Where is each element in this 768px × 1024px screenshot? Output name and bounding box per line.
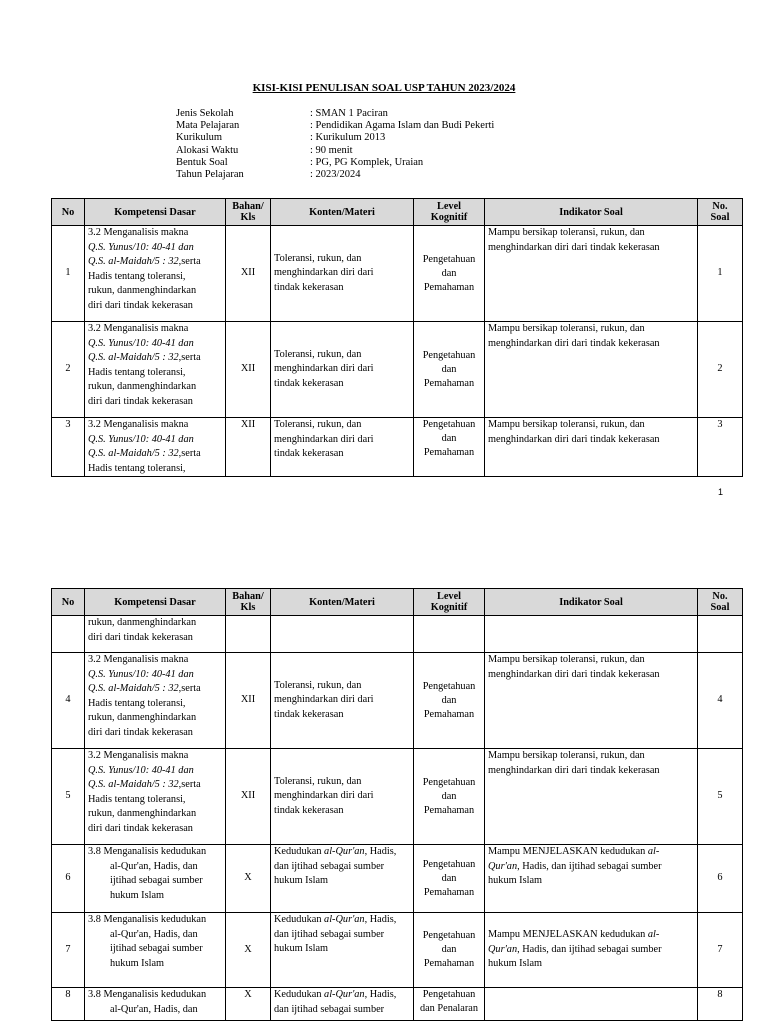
indikator-cell: Mampu bersikap toleransi, rukun, dan menghindarkan diri dari tindak kekerasan bbox=[485, 653, 698, 749]
info-row bbox=[176, 108, 494, 120]
info-value: : Pendidikan Agama Islam dan Budi Pekerti bbox=[310, 120, 495, 132]
table-header-row bbox=[52, 589, 743, 616]
kompetensi-dasar-cell: 3.8 Menganalisis kedudukan al-Qur'an, Hadis, dan ijtihad sebagai sumber hukum Islam bbox=[85, 913, 226, 988]
konten-cell: Toleransi, rukun, dan menghindarkan diri dari tindak kekerasan bbox=[271, 418, 414, 477]
table-row bbox=[52, 653, 743, 749]
kelas-cell: XII bbox=[226, 418, 271, 477]
no-soal-cell: 8 bbox=[698, 988, 743, 1021]
table-row bbox=[52, 749, 743, 845]
table-row bbox=[52, 845, 743, 913]
level-kognitif-cell: Pengetahuan dan Pemahaman bbox=[414, 418, 485, 477]
kompetensi-dasar-cell: 3.2 Menganalisis makna Q.S. Yunus/10: 40-41 dan Q.S. al-Maidah/5 : 32,serta Hadis tentang toleransi, rukun, danmenghindarkan diri dari tindak kekerasan bbox=[85, 653, 226, 749]
table-row-continuation bbox=[52, 616, 743, 653]
kompetensi-dasar-cell: 3.2 Menganalisis makna Q.S. Yunus/10: 40-41 dan Q.S. al-Maidah/5 : 32,serta Hadis tentang toleransi, rukun, danmenghindarkan diri dari tindak kekerasan bbox=[85, 749, 226, 845]
info-value: : Kurikulum 2013 bbox=[310, 132, 386, 144]
table-row bbox=[52, 988, 743, 1021]
info-label: Mata Pelajaran bbox=[176, 120, 240, 132]
row-number bbox=[52, 616, 85, 653]
table-row bbox=[52, 322, 743, 418]
kompetensi-dasar-cell: 3.2 Menganalisis makna Q.S. Yunus/10: 40-41 dan Q.S. al-Maidah/5 : 32,serta Hadis tentang toleransi, bbox=[85, 418, 226, 477]
no-soal-cell: 5 bbox=[698, 749, 743, 845]
row-number: 7 bbox=[52, 913, 85, 988]
document-info bbox=[176, 108, 494, 181]
indikator-cell: Mampu bersikap toleransi, rukun, dan menghindarkan diri dari tindak kekerasan bbox=[485, 322, 698, 418]
kelas-cell bbox=[226, 616, 271, 653]
info-label: Alokasi Waktu bbox=[176, 144, 239, 156]
kelas-cell: XII bbox=[226, 226, 271, 322]
header-konten-materi: Konten/Materi bbox=[271, 589, 414, 616]
info-label: Kurikulum bbox=[176, 132, 223, 144]
row-number: 2 bbox=[52, 322, 85, 418]
level-kognitif-cell: Pengetahuan dan Pemahaman bbox=[414, 845, 485, 913]
konten-cell: Toleransi, rukun, dan menghindarkan diri dari tindak kekerasan bbox=[271, 653, 414, 749]
konten-cell: Toleransi, rukun, dan menghindarkan diri dari tindak kekerasan bbox=[271, 226, 414, 322]
info-value: : 90 menit bbox=[310, 144, 353, 156]
table-row bbox=[52, 226, 743, 322]
header-level-kognitif: Level Kognitif bbox=[414, 199, 485, 226]
table-row bbox=[52, 913, 743, 988]
info-label: Jenis Sekolah bbox=[176, 108, 234, 119]
row-number: 5 bbox=[52, 749, 85, 845]
header-level-kognitif: Level Kognitif bbox=[414, 589, 485, 616]
header-no: No bbox=[52, 199, 85, 226]
konten-cell: Kedudukan al-Qur'an, Hadis, dan ijtihad sebagai sumber bbox=[271, 988, 414, 1021]
row-number: 1 bbox=[52, 226, 85, 322]
row-number: 8 bbox=[52, 988, 85, 1021]
indikator-cell: Mampu MENJELASKAN kedudukan al- Qur'an, Hadis, dan ijtihad sebagai sumber hukum Islam bbox=[485, 913, 698, 988]
no-soal-cell: 6 bbox=[698, 845, 743, 913]
kelas-cell: XII bbox=[226, 322, 271, 418]
kelas-cell: X bbox=[226, 913, 271, 988]
level-kognitif-cell: Pengetahuan dan Pemahaman bbox=[414, 913, 485, 988]
header-indikator-soal: Indikator Soal bbox=[485, 199, 698, 226]
info-value: : PG, PG Komplek, Uraian bbox=[310, 156, 424, 168]
indikator-cell: Mampu bersikap toleransi, rukun, dan menghindarkan diri dari tindak kekerasan bbox=[485, 749, 698, 845]
info-value: : 2023/2024 bbox=[310, 169, 361, 181]
konten-cell: Toleransi, rukun, dan menghindarkan diri dari tindak kekerasan bbox=[271, 322, 414, 418]
level-kognitif-cell bbox=[414, 616, 485, 653]
level-kognitif-cell: Pengetahuan dan Pemahaman bbox=[414, 749, 485, 845]
header-no: No bbox=[52, 589, 85, 616]
no-soal-cell bbox=[698, 616, 743, 653]
level-kognitif-cell: Pengetahuan dan Penalaran bbox=[414, 988, 485, 1021]
header-no-soal: No. Soal bbox=[698, 199, 743, 226]
no-soal-cell: 7 bbox=[698, 913, 743, 988]
konten-cell: Toleransi, rukun, dan menghindarkan diri dari tindak kekerasan bbox=[271, 749, 414, 845]
table-row bbox=[52, 418, 743, 477]
konten-cell bbox=[271, 616, 414, 653]
no-soal-cell: 3 bbox=[698, 418, 743, 477]
header-bahan-kelas: Bahan/ Kls bbox=[226, 199, 271, 226]
indikator-cell: Mampu MENJELASKAN kedudukan al- Qur'an, Hadis, dan ijtihad sebagai sumber hukum Islam bbox=[485, 845, 698, 913]
document-page-2 bbox=[0, 548, 768, 1024]
header-indikator-soal: Indikator Soal bbox=[485, 589, 698, 616]
info-label: Bentuk Soal bbox=[176, 156, 228, 168]
kompetensi-dasar-cell: 3.2 Menganalisis makna Q.S. Yunus/10: 40-41 dan Q.S. al-Maidah/5 : 32,serta Hadis tentang toleransi, rukun, danmenghindarkan diri dari tindak kekerasan bbox=[85, 322, 226, 418]
row-number: 6 bbox=[52, 845, 85, 913]
indikator-cell bbox=[485, 988, 698, 1021]
header-bahan-kelas: Bahan/ Kls bbox=[226, 589, 271, 616]
indikator-cell: Mampu bersikap toleransi, rukun, dan menghindarkan diri dari tindak kekerasan bbox=[485, 418, 698, 477]
indikator-cell: Mampu bersikap toleransi, rukun, dan menghindarkan diri dari tindak kekerasan bbox=[485, 226, 698, 322]
header-konten-materi: Konten/Materi bbox=[271, 199, 414, 226]
info-row bbox=[176, 132, 494, 144]
kelas-cell: X bbox=[226, 988, 271, 1021]
document-title: KISI-KISI PENULISAN SOAL USP TAHUN 2023/2024 bbox=[252, 82, 516, 94]
info-label: Tahun Pelajaran bbox=[176, 169, 244, 181]
kompetensi-dasar-cell: rukun, danmenghindarkan diri dari tindak kekerasan bbox=[85, 616, 226, 653]
level-kognitif-cell: Pengetahuan dan Pemahaman bbox=[414, 322, 485, 418]
kompetensi-dasar-cell: 3.8 Menganalisis kedudukan al-Qur'an, Hadis, dan ijtihad sebagai sumber hukum Islam bbox=[85, 845, 226, 913]
no-soal-cell: 4 bbox=[698, 653, 743, 749]
header-kompetensi-dasar: Kompetensi Dasar bbox=[85, 199, 226, 226]
header-kompetensi-dasar: Kompetensi Dasar bbox=[85, 589, 226, 616]
header-no-soal: No. Soal bbox=[698, 589, 743, 616]
kompetensi-dasar-cell: 3.2 Menganalisis makna Q.S. Yunus/10: 40-41 dan Q.S. al-Maidah/5 : 32,serta Hadis tentang toleransi, rukun, danmenghindarkan diri dari tindak kekerasan bbox=[85, 226, 226, 322]
kompetensi-dasar-cell: 3.8 Menganalisis kedudukan al-Qur'an, Hadis, dan bbox=[85, 988, 226, 1021]
page-gap bbox=[0, 528, 768, 548]
level-kognitif-cell: Pengetahuan dan Pemahaman bbox=[414, 226, 485, 322]
no-soal-cell: 2 bbox=[698, 322, 743, 418]
kelas-cell: X bbox=[226, 845, 271, 913]
row-number: 4 bbox=[52, 653, 85, 749]
konten-cell: Kedudukan al-Qur'an, Hadis, dan ijtihad sebagai sumber hukum Islam bbox=[271, 913, 414, 988]
page-number: 1 bbox=[718, 487, 724, 497]
no-soal-cell: 1 bbox=[698, 226, 743, 322]
row-number: 3 bbox=[52, 418, 85, 477]
level-kognitif-cell: Pengetahuan dan Pemahaman bbox=[414, 653, 485, 749]
info-row bbox=[176, 120, 494, 132]
info-row bbox=[176, 157, 494, 169]
konten-cell: Kedudukan al-Qur'an, Hadis, dan ijtihad sebagai sumber hukum Islam bbox=[271, 845, 414, 913]
indikator-cell bbox=[485, 616, 698, 653]
kelas-cell: XII bbox=[226, 749, 271, 845]
table-header-row bbox=[52, 199, 743, 226]
info-row bbox=[176, 145, 494, 157]
kelas-cell: XII bbox=[226, 653, 271, 749]
info-value: : SMAN 1 Paciran bbox=[310, 108, 388, 119]
kisi-kisi-table-continued bbox=[51, 588, 743, 1021]
info-row bbox=[176, 169, 494, 181]
kisi-kisi-table bbox=[51, 198, 743, 477]
